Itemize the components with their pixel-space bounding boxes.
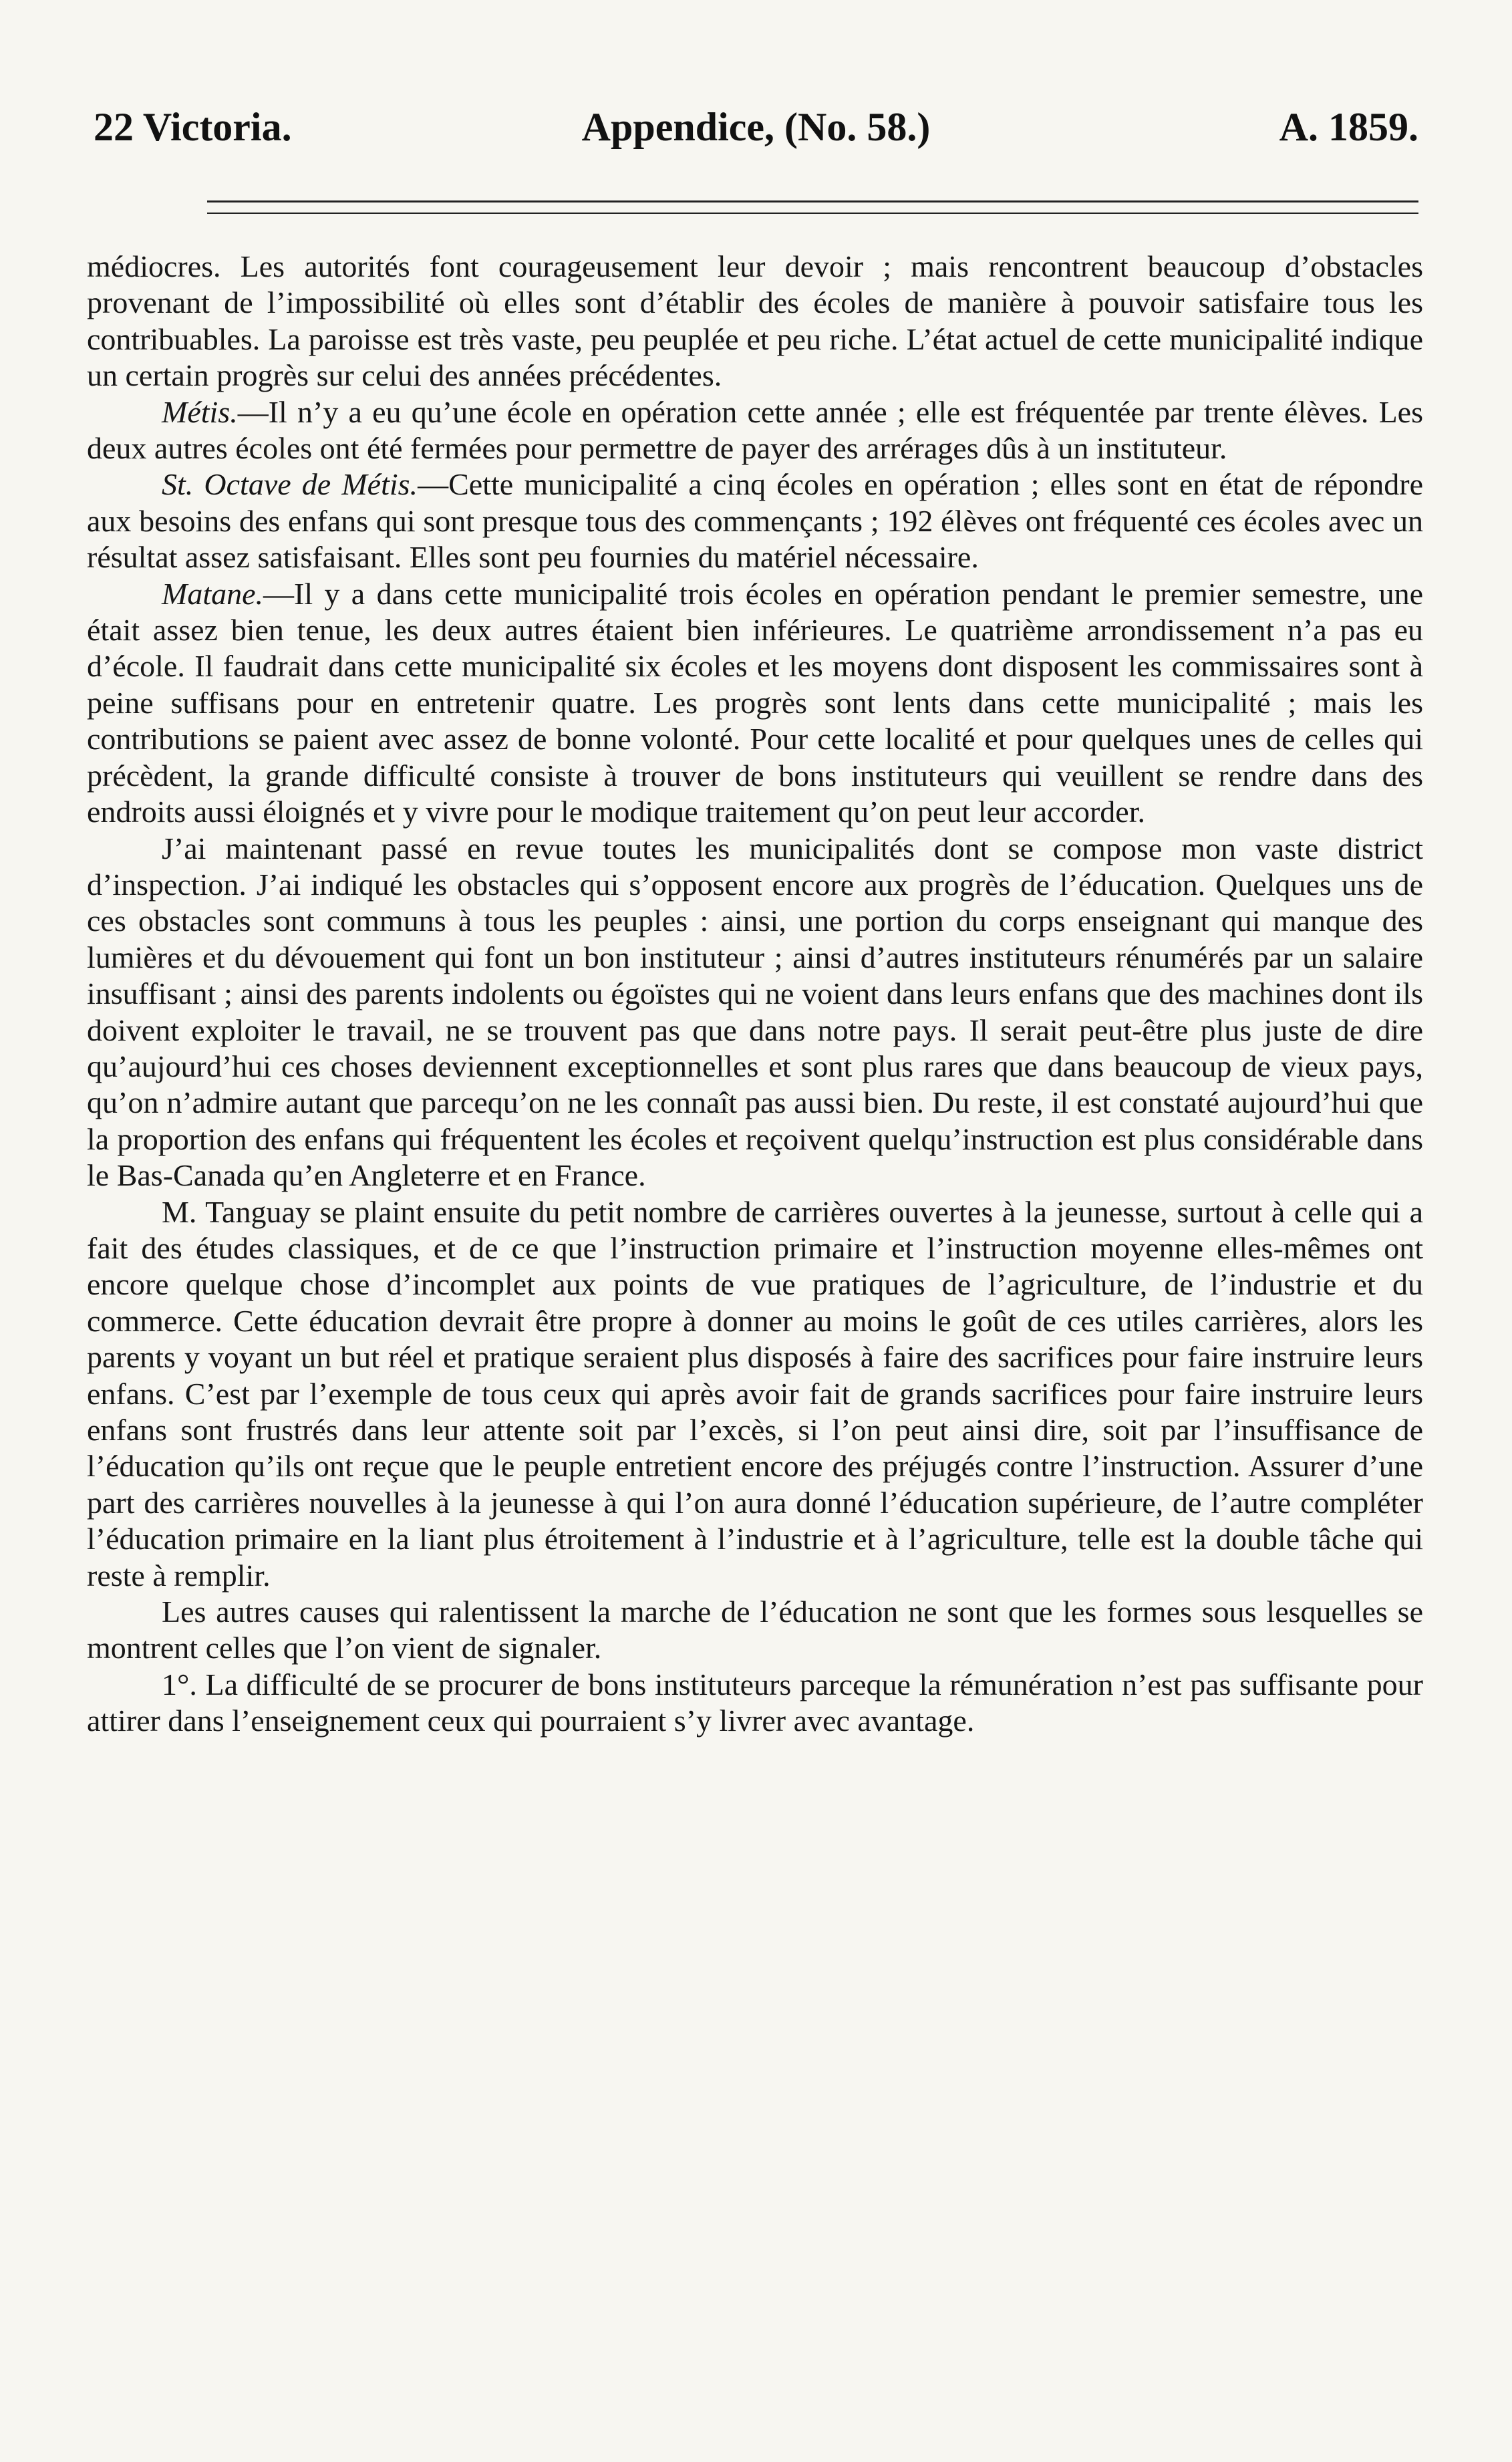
paragraph-metis	[87, 394, 1423, 467]
header-session: 22 Victoria.	[94, 105, 292, 149]
paragraph-text: M. Tanguay se plaint ensuite du petit nombre de carrières ouvertes à la jeunesse, surtout à celle qui a fait des études classiques, et de ce que l’instruction primaire et l’instruction moyenne elles-mêmes ont encore quelque chose d’incomplet aux points de vue pratiques de l’agriculture, de l’industrie et du commerce. Cette éducation devrait être propre à donner au moins le goût de ces utiles carrières, alors les parents y voyant un but réel et pratique seraient plus disposés à faire des sacrifices pour faire instruire leurs enfans. C’est par l’exemple de tous ceux qui après avoir fait de grands sacrifices pour faire instruire leurs enfans sont frustrés dans leur attente soit par l’excès, si l’on peut ainsi dire, soit par l’insuffisance de l’éducation qu’ils ont reçue que le peuple entretient encore des préjugés contre l’instruction. Assurer d’une part des carrières nouvelles à la jeunesse à qui l’on aura donné l’éducation supérieure, de l’autre compléter l’éducation primaire en la liant plus étroitement à l’industrie et à l’agriculture, telle est la double tâche qui reste à remplir.	[87, 1194, 1423, 1593]
paragraph-text: 1°. La difficulté de se procurer de bons instituteurs parceque la rémunération n’est pas suffisante pour attirer dans l’enseignement ceux qui pourraient s’y livrer avec avantage.	[87, 1667, 1423, 1738]
paragraph-review	[87, 831, 1423, 1194]
body-text	[87, 249, 1423, 1740]
place-label-metis: Métis.	[162, 394, 238, 429]
paragraph-numbered-1	[87, 1667, 1423, 1740]
paragraph-matane	[87, 576, 1423, 831]
header-appendix: Appendice, (No. 58.)	[581, 105, 931, 149]
paragraph-text: —Cette municipalité a cinq écoles en opération ; elles sont en état de répondre aux besoins des enfans qui sont presque tous des commençants ; 192 élèves ont fréquenté ces écoles avec un résultat assez satisfaisant. Elles sont peu fournies du matériel nécessaire.	[87, 467, 1423, 575]
paragraph-continuation	[87, 249, 1423, 394]
paragraph-text: médiocres. Les autorités font courageusement leur devoir ; mais rencontrent beaucoup d’obstacles provenant de l’impossibilité où elles sont d’établir des écoles de manière à pouvoir satisfaire tous les contribuables. La paroisse est très vaste, peu peuplée et peu riche. L’état actuel de cette municipalité indique un certain progrès sur celui des années précédentes.	[87, 249, 1423, 393]
running-header	[94, 100, 1418, 154]
paragraph-text: —Il y a dans cette municipalité trois écoles en opération pendant le premier semestre, une était assez bien tenue, les deux autres étaient bien inférieures. Le quatrième arrondissement n’a pas eu d’école. Il faudrait dans cette municipalité six écoles et les moyens dont disposent les commissaires sont à peine suffisans pour en entretenir quatre. Les progrès sont lents dans cette municipalité ; mais les contributions se paient avec assez de bonne volonté. Pour cette localité et pour quelques unes de celles qui précèdent, la grande difficulté consiste à trouver de bons instituteurs qui veuillent se rendre dans des endroits aussi éloignés et y vivre pour le modique traitement qu’on peut leur accorder.	[87, 576, 1423, 829]
header-rule-thin	[207, 213, 1418, 214]
paragraph-tanguay	[87, 1194, 1423, 1594]
paragraph-text: J’ai maintenant passé en revue toutes les municipalités dont se compose mon vaste district d’inspection. J’ai indiqué les obstacles qui s’opposent encore aux progrès de l’éducation. Quelques uns de ces obstacles sont communs à tous les peuples : ainsi, une portion du corps enseignant qui manque des lumières et du dévouement qui font un bon instituteur ; ainsi d’autres instituteurs rénumérés par un salaire insuffisant ; ainsi des parents indolents ou égoïstes qui ne voient dans leurs enfans que des machines dont ils doivent exploiter le travail, ne se trouvent pas que dans notre pays. Il serait peut-être plus juste de dire qu’aujourd’hui ces choses deviennent exceptionnelles et sont plus rares que dans beaucoup de vieux pays, qu’on n’admire autant que parcequ’on ne les connaît pas aussi bien. Du reste, il est constaté aujourd’hui que la proportion des enfans qui fréquentent les écoles et reçoivent quelqu’instruction est plus considérable dans le Bas-Canada qu’en Angleterre et en France.	[87, 831, 1423, 1193]
paragraph-text: Les autres causes qui ralentissent la marche de l’éducation ne sont que les formes sous lesquelles se montrent celles que l’on vient de signaler.	[87, 1595, 1423, 1665]
header-rule-thick	[207, 200, 1418, 202]
paragraph-text: —Il n’y a eu qu’une école en opération cette année ; elle est fréquentée par trente élèves. Les deux autres écoles ont été fermées pour permettre de payer des arrérages dûs à un instituteur.	[87, 394, 1423, 466]
place-label-st-octave: St. Octave de Métis.	[162, 467, 418, 502]
header-year: A. 1859.	[1279, 105, 1418, 149]
paragraph-other-causes	[87, 1594, 1423, 1667]
paragraph-st-octave	[87, 466, 1423, 575]
place-label-matane: Matane.	[162, 576, 264, 611]
